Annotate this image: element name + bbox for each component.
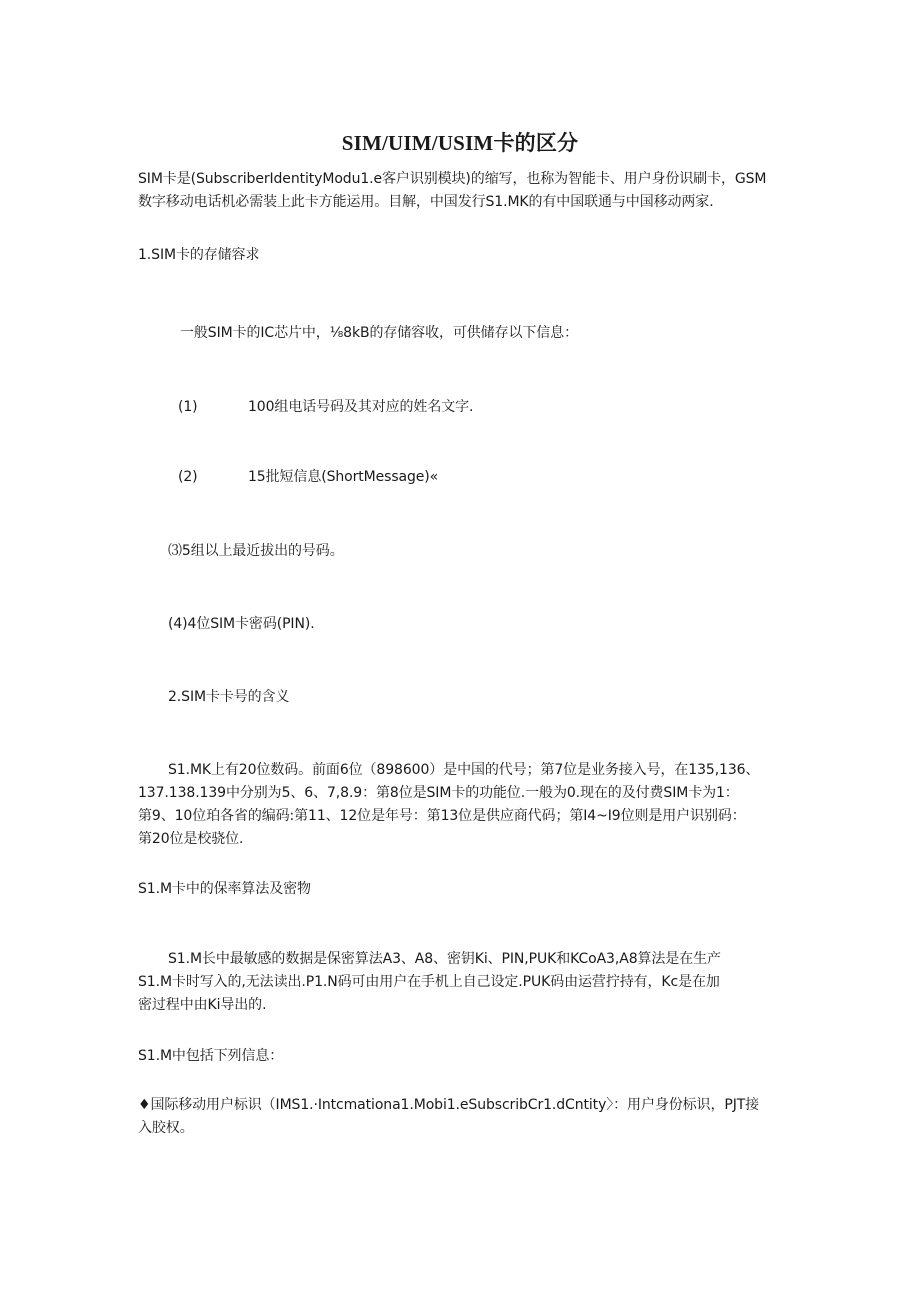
paragraph-line: 密过程中由Ki导出的. [138, 997, 267, 1013]
paragraph-line: 入胶权。 [138, 1120, 194, 1136]
paragraph-line: S1.MK上有20位数码。前面6位（898600）是中国的代号；第7位是业务接入号，在135,136、 [168, 762, 760, 778]
intro-line: 数字移动电话机必需装上此卡方能运用。目解，中国发行S1.MK的有中国联通与中国移动两家. [138, 194, 714, 210]
list-item-number: (2) [178, 469, 198, 485]
list-item-text: 15批短信息(ShortMessage)« [248, 469, 439, 485]
list-item: ⑶5组以上最近拔出的号码。 [168, 543, 344, 559]
section3-paragraph [138, 948, 798, 1017]
intro-paragraph [138, 168, 798, 214]
list-item-text: 100组电话号码及其对应的姓名文字. [248, 399, 474, 415]
section1-description: 一般SIM卡的IC芯片中，⅛8kB的存储容收，可供储存以下信息： [180, 325, 578, 341]
intro-line: SIM卡是(SubscriberIdentityModu1.e客户识别模块)的缩写，也称为智能卡、用户身份识刷卡，GSM [138, 171, 767, 187]
section2-heading: 2.SIM卡卡号的含义 [168, 689, 290, 705]
list-item: (4)4位SIM卡密码(PIN). [168, 616, 315, 632]
paragraph-line: ♦国际移动用户标识（IMS1.·Intcmationa1.Mobi1.eSubscribCr1.dCntity〉：用户身份标识，PJT接 [138, 1097, 760, 1113]
paragraph-line: S1.M长中最敏感的数据是保密算法A3、A8、密钥Ki、PIN,PUK和KCoA3,A8算法是在生产 [168, 951, 721, 967]
paragraph-line: 第9、10位珀各省的编码:第11、12位是年号：第13位是供应商代码；第I4~I9位则是用户识别码： [138, 808, 746, 824]
document-title: SIM/UIM/USIM卡的区分 [341, 131, 579, 155]
section1-heading: 1.SIM卡的存储容求 [138, 247, 260, 263]
paragraph-line: S1.M卡时写入的,无法读出.P1.N码可由用户在手机上自己设定.PUK码由运营拧持有，Kc是在加 [138, 974, 720, 990]
bullet-paragraph [138, 1094, 798, 1140]
section2-paragraph [138, 759, 798, 851]
section3-heading: S1.M卡中的保率算法及密物 [138, 881, 311, 897]
list-item-number: (1) [178, 399, 198, 415]
section4-heading: S1.M中包括下列信息： [138, 1048, 284, 1064]
list-item [178, 466, 438, 489]
paragraph-line: 第20位是校骁位. [138, 831, 244, 847]
list-item [178, 396, 473, 419]
paragraph-line: 137.138.139中分别为5、6、7,8.9：第8位是SIM卡的功能位.一般为0.现在的及付费SIM卡为1： [138, 785, 739, 801]
